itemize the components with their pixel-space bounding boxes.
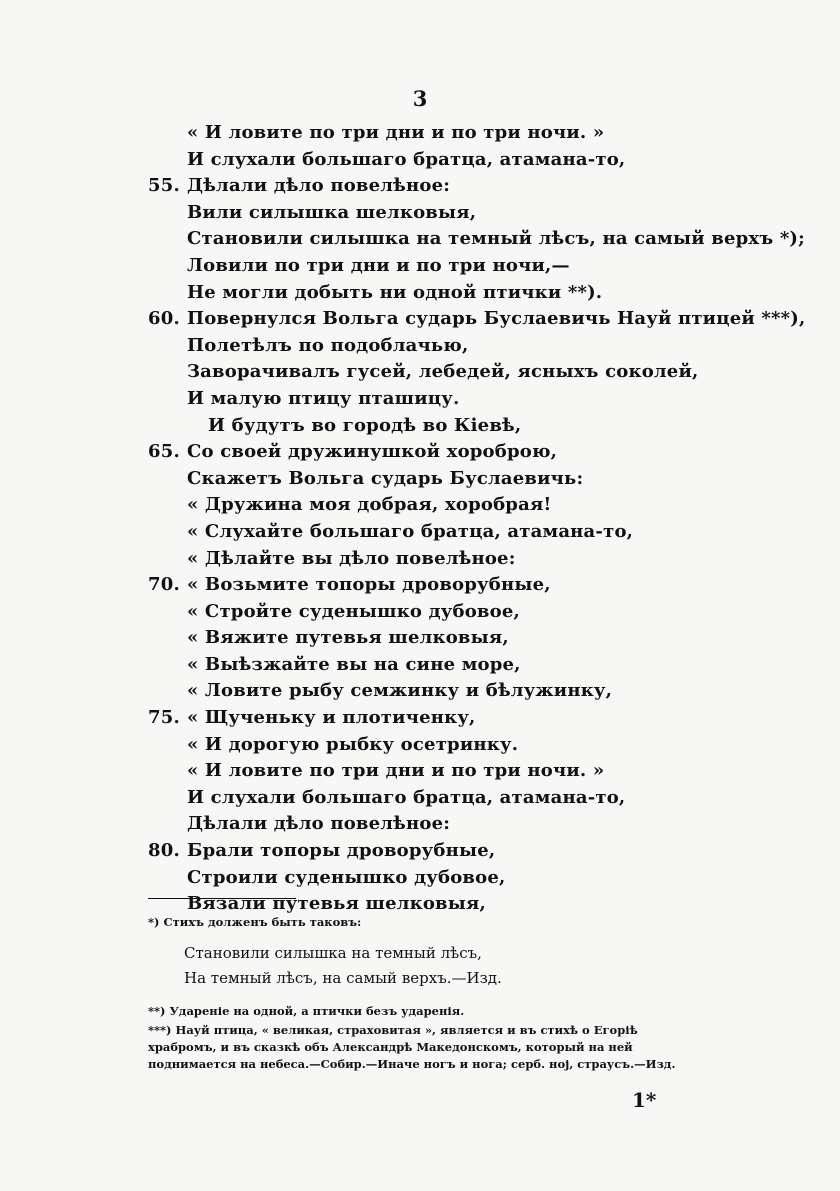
verse-line bbox=[0, 280, 840, 307]
verse-line bbox=[0, 865, 840, 892]
verse-line bbox=[0, 732, 840, 759]
footnote-1-quote bbox=[148, 941, 708, 991]
verse-text bbox=[0, 120, 840, 918]
verse-line bbox=[0, 413, 840, 440]
line-text: Дѣлали дѣло повелѣное: bbox=[187, 813, 451, 835]
line-number: 70. bbox=[148, 574, 180, 596]
verse-line bbox=[0, 572, 840, 599]
line-text: « Выѣзжайте вы на сине море, bbox=[187, 653, 521, 675]
line-text: Не могли добыть ни одной птички **). bbox=[187, 281, 603, 303]
verse-line bbox=[0, 785, 840, 812]
verse-line bbox=[0, 226, 840, 253]
line-text: И слухали большаго братца, атамана-то, bbox=[187, 148, 626, 170]
line-text: Полетѣлъ по подоблачью, bbox=[187, 334, 469, 356]
line-text: « Стройте суденышко дубовое, bbox=[187, 600, 520, 622]
verse-line bbox=[0, 519, 840, 546]
line-number: 60. bbox=[148, 308, 180, 330]
line-text: « Возьмите топоры дроворубные, bbox=[187, 574, 551, 596]
verse-line bbox=[0, 147, 840, 174]
verse-line bbox=[0, 652, 840, 679]
line-number: 80. bbox=[148, 840, 180, 862]
verse-line bbox=[0, 705, 840, 732]
verse-line bbox=[0, 359, 840, 386]
line-text: И будутъ во городѣ во Кіевѣ, bbox=[208, 414, 522, 436]
line-text: Ловили по три дни и по три ночи,— bbox=[187, 254, 570, 276]
verse-line bbox=[0, 492, 840, 519]
footnote-3-text: ***) Науй птица, « великая, страховитая », является и въ стихѣ о Егоріѣ храбромъ, и въ сказкѣ объ Александрѣ Македонскомъ, который на ней поднимается на небеса.—Собир.—Иначе ногъ и нога; серб. ној, страусъ.—Изд. bbox=[148, 1023, 676, 1071]
footnote-divider bbox=[148, 898, 296, 899]
verse-line bbox=[0, 386, 840, 413]
verse-line bbox=[0, 253, 840, 280]
line-text: Со своей дружинушкой хороброю, bbox=[187, 441, 558, 463]
verse-line bbox=[0, 333, 840, 360]
line-text: « Дружина моя добрая, хоробрая! bbox=[187, 494, 552, 516]
line-text: « И дорогую рыбку осетринку. bbox=[187, 733, 519, 755]
verse-line bbox=[0, 758, 840, 785]
line-text: Скажетъ Вольга сударь Буслаевичь: bbox=[187, 467, 584, 489]
line-text: И слухали большаго братца, атамана-то, bbox=[187, 786, 626, 808]
footnote-3 bbox=[148, 1022, 708, 1073]
line-text: Повернулся Вольга сударь Буслаевичь Науй птицей ***), bbox=[187, 308, 806, 330]
footnote-1 bbox=[148, 914, 708, 931]
line-number: 55. bbox=[148, 175, 180, 197]
signature-mark: 1* bbox=[632, 1088, 657, 1112]
line-text: Вили силышка шелковыя, bbox=[187, 201, 477, 223]
verse-line bbox=[0, 120, 840, 147]
line-text: « Щученьку и плотиченку, bbox=[187, 707, 476, 729]
verse-line bbox=[0, 439, 840, 466]
verse-line bbox=[0, 173, 840, 200]
line-text: Брали топоры дроворубные, bbox=[187, 840, 496, 862]
footnote-2-text: **) Удареніе на одной, а птички безъ ударенія. bbox=[148, 1004, 465, 1018]
line-text: « Дѣлайте вы дѣло повелѣное: bbox=[187, 547, 516, 569]
line-text: И малую птицу пташицу. bbox=[187, 387, 460, 409]
verse-line bbox=[0, 466, 840, 493]
line-text: Становили силышка на темный лѣсъ, на самый верхъ *); bbox=[187, 228, 805, 250]
verse-line bbox=[0, 838, 840, 865]
line-text: Вязали путевья шелковыя, bbox=[187, 893, 486, 915]
line-text: Строили суденышко дубовое, bbox=[187, 866, 506, 888]
footnote-2 bbox=[148, 1003, 708, 1020]
verse-line bbox=[0, 625, 840, 652]
verse-line bbox=[0, 306, 840, 333]
footnote-1-quote-line-2: На темный лѣсъ, на самый верхъ.—Изд. bbox=[184, 969, 502, 987]
line-text: Дѣлали дѣло повелѣное: bbox=[187, 175, 451, 197]
page-number: 3 bbox=[412, 86, 428, 111]
line-text: « Ловите рыбу семжинку и бѣлужинку, bbox=[187, 680, 613, 702]
line-text: « Вяжите путевья шелковыя, bbox=[187, 627, 509, 649]
verse-line bbox=[0, 599, 840, 626]
line-text: « И ловите по три дни и по три ночи. » bbox=[187, 122, 605, 143]
footnote-1-quote-line-1: Становили силышка на темный лѣсъ, bbox=[184, 944, 482, 962]
line-number: 65. bbox=[148, 441, 180, 463]
verse-line bbox=[0, 200, 840, 227]
verse-line bbox=[0, 546, 840, 573]
line-text: Заворачивалъ гусей, лебедей, ясныхъ соколей, bbox=[187, 361, 699, 383]
line-text: « И ловите по три дни и по три ночи. » bbox=[187, 760, 605, 782]
verse-line bbox=[0, 811, 840, 838]
line-number: 75. bbox=[148, 707, 180, 729]
line-text: « Слухайте большаго братца, атамана-то, bbox=[187, 520, 634, 542]
verse-line bbox=[0, 678, 840, 705]
footnote-1-intro: *) Стихъ долженъ быть таковъ: bbox=[148, 915, 362, 929]
